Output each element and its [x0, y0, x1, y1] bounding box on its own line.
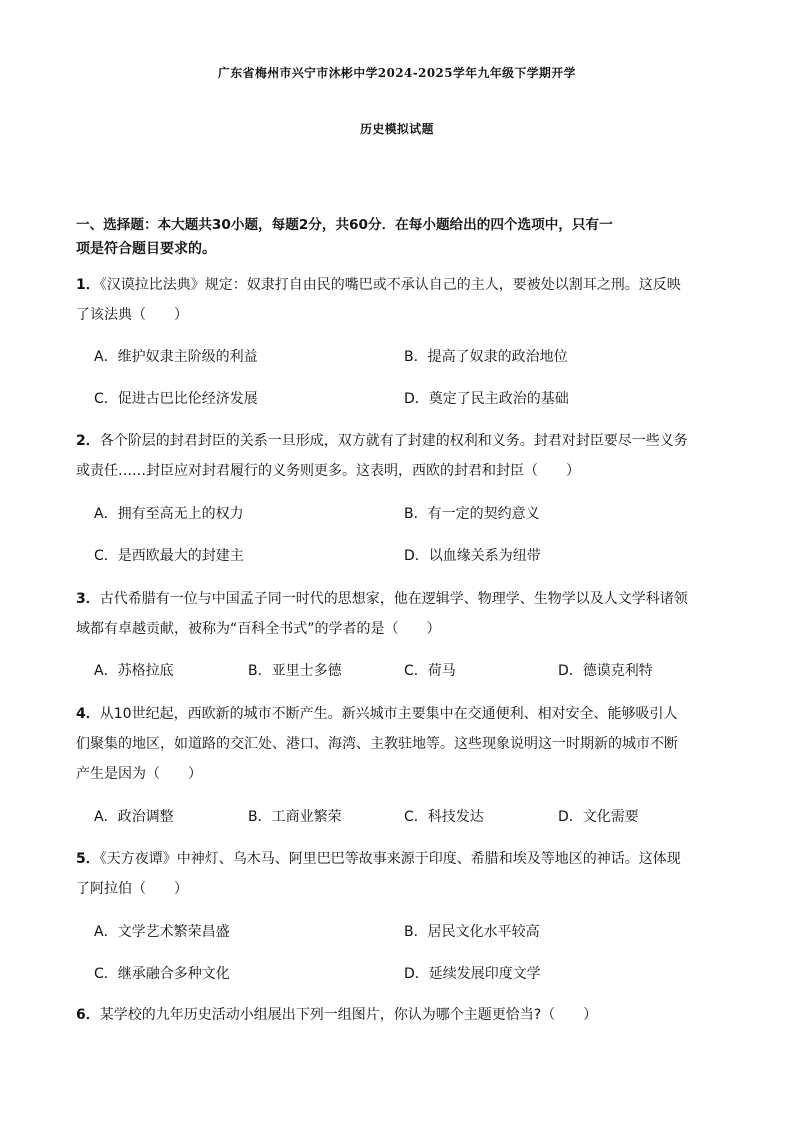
question-text: 们聚集的地区，如道路的交汇处、港口、海湾、主教驻地等。这些现象说明这一时期新的城市不断	[76, 736, 678, 752]
option-c: C．是西欧最大的封建主	[94, 548, 244, 564]
question-text: 从10世纪起，西欧新的城市不断产生。新兴城市主要集中在交通便利、相对安全、能够吸引人	[99, 706, 678, 722]
option-c: C．科技发达	[404, 809, 484, 825]
option-a: A．拥有至高无上的权力	[94, 506, 244, 522]
question-number: 1．	[76, 277, 100, 293]
option-b: B．居民文化水平较高	[404, 924, 540, 940]
option-d: D．延续发展印度文学	[404, 966, 541, 982]
section-heading-line-2: 项是符合题目要求的。	[76, 241, 216, 257]
question-text: 某学校的九年历史活动小组展出下列一组图片，你认为哪个主题更恰当?（ ）	[99, 1007, 598, 1023]
document-title-line-2: 历史模拟试题	[360, 122, 434, 136]
document-title-line-1: 广东省梅州市兴宁市沐彬中学2024-2025学年九年级下学期开学	[218, 66, 576, 80]
option-a: A．政治调整	[94, 809, 174, 825]
question-text: 各个阶层的封君封臣的关系一旦形成，双方就有了封建的权利和义务。封君对封臣要尽一些义务	[99, 433, 688, 449]
question-text: 《天方夜谭》中神灯、乌木马、阿里巴巴等故事来源于印度、希腊和埃及等地区的神话。这体现	[99, 851, 681, 867]
option-b: B．亚里士多德	[248, 663, 342, 679]
question-text: 或责任……封臣应对封君履行的义务则更多。这表明，西欧的封君和封臣（ ）	[76, 463, 580, 479]
question-number: 6．	[76, 1007, 100, 1023]
question-text: 了阿拉伯（ ）	[76, 881, 188, 897]
question-text: 古代希腊有一位与中国孟子同一时代的思想家，他在逻辑学、物理学、生物学以及人文学科诸领	[99, 591, 688, 607]
option-a: A．文学艺术繁荣昌盛	[94, 924, 230, 940]
question-number: 3．	[76, 591, 100, 607]
question-number: 5．	[76, 851, 100, 867]
option-d: D．以血缘关系为纽带	[404, 548, 541, 564]
question-text: 域都有卓越贡献，被称为“百科全书式”的学者的是（ ）	[76, 621, 441, 637]
option-c: C．荷马	[404, 663, 456, 679]
question-number: 4．	[76, 706, 100, 722]
section-heading-line-1: 一、选择题：本大题共30小题，每题2分，共60分．在每小题给出的四个选项中，只有一	[76, 217, 613, 233]
question-text: 《汉谟拉比法典》规定：奴隶打自由民的嘴巴或不承认自己的主人，要被处以割耳之刑。这反映	[99, 277, 681, 293]
option-a: A．苏格拉底	[94, 663, 174, 679]
option-c: C．促进古巴比伦经济发展	[94, 391, 258, 407]
question-text: 产生是因为（ ）	[76, 766, 202, 782]
option-b: B．工商业繁荣	[248, 809, 342, 825]
option-b: B．提高了奴隶的政治地位	[404, 349, 568, 365]
option-d: D．奠定了民主政治的基础	[404, 391, 569, 407]
option-c: C．继承融合多种文化	[94, 966, 230, 982]
option-d: D．德谟克利特	[558, 663, 653, 679]
question-number: 2．	[76, 433, 100, 449]
option-d: D．文化需要	[558, 809, 639, 825]
question-text: 了该法典（ ）	[76, 307, 188, 323]
option-b: B．有一定的契约意义	[404, 506, 540, 522]
option-a: A．维护奴隶主阶级的利益	[94, 349, 258, 365]
